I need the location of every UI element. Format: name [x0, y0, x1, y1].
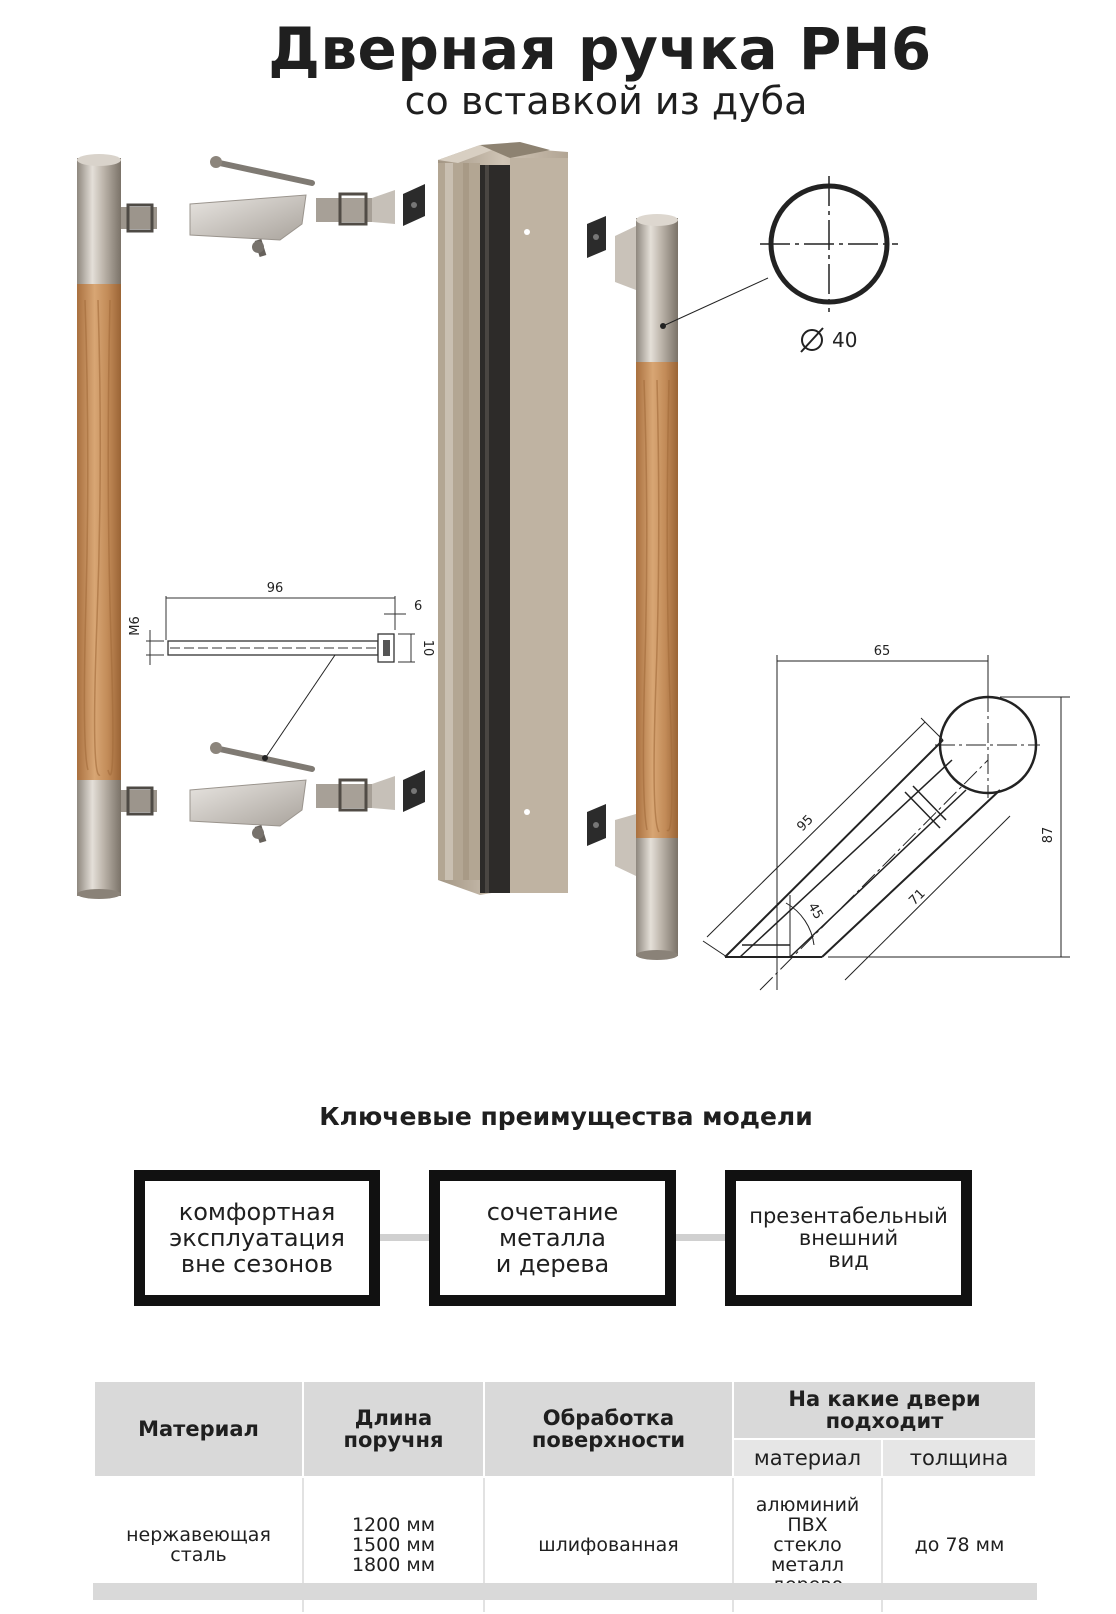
cell-line: алюминий — [755, 1494, 860, 1516]
cell-line: ПВХ — [787, 1514, 828, 1536]
header-line: поручня — [343, 1428, 444, 1452]
advantage-line: вид — [828, 1248, 869, 1272]
cell-line: 1200 мм — [351, 1514, 436, 1536]
cell-line: 1800 мм — [351, 1554, 436, 1576]
bracket-length-label: 95 — [794, 812, 817, 835]
header-door-material: материал — [733, 1439, 882, 1477]
bottom-hardware-set — [190, 742, 425, 842]
bracket-width-label: 65 — [873, 644, 891, 659]
diameter-label: 40 — [832, 328, 858, 352]
specs-table — [93, 1380, 1037, 1614]
header-line: Длина — [354, 1406, 433, 1430]
header-material: Материал — [94, 1381, 303, 1477]
advantage-line: сочетание — [486, 1198, 619, 1226]
bolt-head-diameter-label: 10 — [420, 639, 435, 657]
cell-line: сталь — [170, 1544, 227, 1566]
header-door-thickness: толщина — [882, 1439, 1036, 1477]
bracket-inner-label: 71 — [906, 886, 929, 909]
header-line: На какие двери — [788, 1387, 981, 1411]
cell-finish: шлифованная — [484, 1477, 733, 1613]
advantage-card — [725, 1170, 972, 1306]
advantage-card — [429, 1170, 676, 1306]
bracket-angle-label: 45 — [804, 900, 826, 923]
page-title: Дверная ручка PH6 — [268, 15, 932, 83]
advantage-connector — [675, 1234, 727, 1241]
header-doors — [733, 1381, 1036, 1439]
advantage-line: презентабельный — [749, 1204, 948, 1228]
advantage-line: металла — [499, 1224, 606, 1252]
cell-thickness: до 78 мм — [882, 1477, 1036, 1613]
advantage-card — [134, 1170, 380, 1306]
cell-line: нержавеющая — [126, 1524, 271, 1546]
bracket-drawing — [703, 644, 1070, 990]
cell-line: металл — [770, 1554, 845, 1576]
product-illustration — [0, 140, 1116, 1020]
bolt-drawing — [128, 581, 435, 757]
right-handle — [587, 214, 768, 960]
table-footer-bar — [93, 1583, 1037, 1600]
advantage-connector — [380, 1234, 432, 1241]
advantage-line: комфортная — [178, 1198, 336, 1226]
header-line: Обработка — [542, 1406, 675, 1430]
header-length — [303, 1381, 484, 1477]
cell-line: 1500 мм — [351, 1534, 436, 1556]
header-line: подходит — [825, 1409, 944, 1433]
left-handle — [77, 154, 157, 899]
header-line: поверхности — [531, 1428, 686, 1452]
advantage-line: вне сезонов — [180, 1250, 334, 1278]
bolt-length-label: 96 — [266, 581, 284, 596]
header-finish — [484, 1381, 733, 1477]
bracket-height-label: 87 — [1041, 826, 1056, 844]
door-profile — [438, 142, 568, 895]
bolt-head-label: 6 — [414, 599, 423, 614]
cell-line: стекло — [773, 1534, 842, 1556]
advantage-line: и дерева — [495, 1250, 610, 1278]
top-hardware-set — [190, 156, 425, 256]
advantage-line: эксплуатация — [169, 1224, 345, 1252]
advantage-line: внешний — [798, 1226, 899, 1250]
bolt-thread-label: M6 — [128, 616, 143, 636]
diameter-detail — [760, 176, 898, 352]
page-subtitle: со вставкой из дуба — [404, 79, 808, 123]
advantages-heading: Ключевые преимущества модели — [319, 1102, 813, 1131]
